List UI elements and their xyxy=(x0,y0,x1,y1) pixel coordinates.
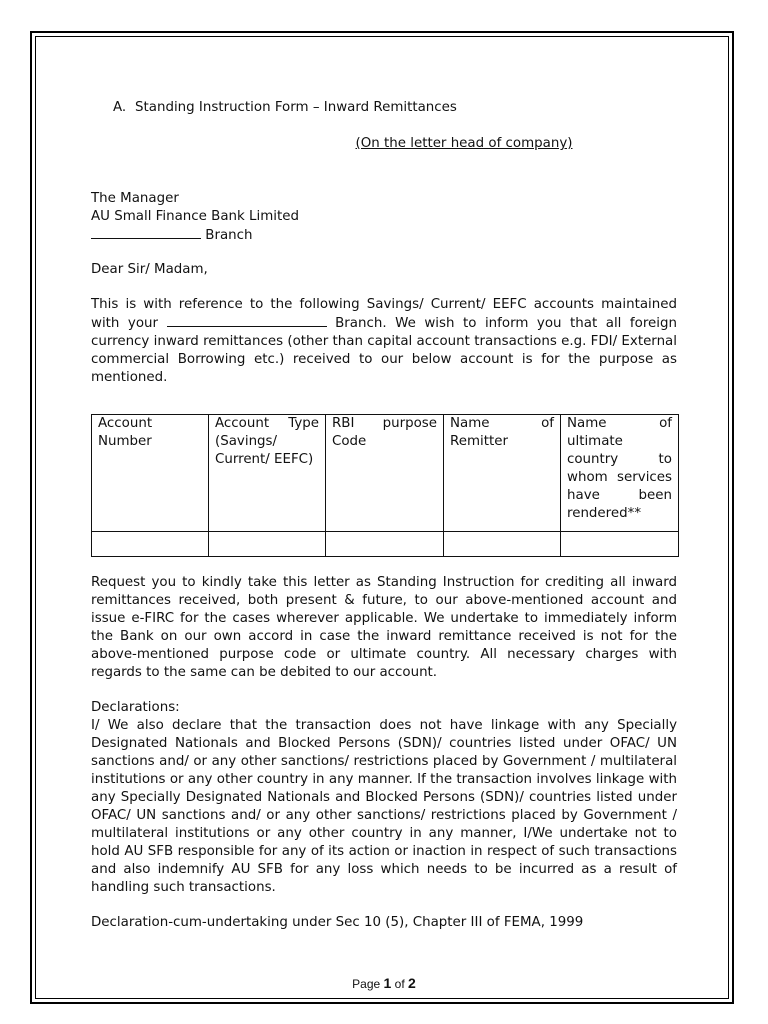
greeting: Dear Sir/ Madam, xyxy=(91,262,208,277)
branch-label: Branch xyxy=(205,228,253,243)
address-line-1: The Manager xyxy=(91,191,179,206)
cell-account-type[interactable] xyxy=(209,532,326,557)
page-label: Page xyxy=(352,977,381,991)
table-header-row xyxy=(92,415,679,532)
heading-number: A. xyxy=(113,100,127,115)
cell-name-of-remitter[interactable] xyxy=(444,532,561,557)
cell-rbi-purpose-code[interactable] xyxy=(326,532,444,557)
intro-part-1: This is with reference to the following Savings/ Current/ EEFC accounts maintained with your xyxy=(91,297,677,331)
cell-ultimate-country[interactable] xyxy=(561,532,679,557)
undertaking-line: Declaration-cum-undertaking under Sec 10 (5), Chapter III of FEMA, 1999 xyxy=(91,915,584,930)
address-line-3 xyxy=(91,226,677,244)
header-account-type: Account Type (Savings/ Current/ EEFC) xyxy=(209,415,326,532)
declarations-title: Declarations: xyxy=(91,700,180,715)
header-rbi-purpose-code: RBI purpose Code xyxy=(326,415,444,532)
cell-account-number[interactable] xyxy=(92,532,209,557)
page-of-label: of xyxy=(394,977,405,991)
letterhead-note: (On the letter head of company) xyxy=(355,136,573,151)
account-table xyxy=(91,414,679,557)
page-current: 1 xyxy=(383,975,392,991)
branch-blank xyxy=(91,226,201,239)
header-name-of-remitter: Name of Remitter xyxy=(444,415,561,532)
header-ultimate-country: Name of ultimate country to whom services have been rendered** xyxy=(561,415,679,532)
page-number xyxy=(0,975,768,991)
declarations-body: I/ We also declare that the transaction does not have linkage with any Specially Designated Nationals and Blocked Persons (SDN)/ countries listed under OFAC/ UN sanctions and/ or any other sanctions/ restrictions placed by Government / multilateral institutions or any other country in any manner. If the transaction involves linkage with any Specially Designated Nationals and Blocked Persons (SDN)/ countries listed under OFAC/ UN sanctions and/ or any other sanctions/ restrictions placed by Government / multilateral institutions or any other country in any manner, I/We undertake not to hold AU SFB responsible for any of its action or inaction in respect of such transactions and also indemnify AU SFB for any loss which needs to be incurred as a result of handling such transactions. xyxy=(91,718,677,895)
intro-part-2: Branch. We wish to inform you that all foreign currency inward remittances (other than capital account transactions e.g. FDI/ External commercial Borrowing etc.) received to our below account is for the purpose as mentioned. xyxy=(91,316,677,385)
heading-title: Standing Instruction Form – Inward Remittances xyxy=(135,100,457,115)
page-total: 2 xyxy=(408,975,416,991)
address-block xyxy=(91,190,677,244)
document-body xyxy=(91,99,677,932)
address-line-2: AU Small Finance Bank Limited xyxy=(91,209,299,224)
header-account-number: Account Number xyxy=(92,415,209,532)
intro-paragraph xyxy=(91,296,677,387)
intro-branch-blank xyxy=(167,314,327,327)
form-heading xyxy=(113,99,677,117)
request-paragraph: Request you to kindly take this letter as Standing Instruction for crediting all inward remittances received, both present & future, to our above-mentioned account and issue e-FIRC for the cases wherever applicable. We undertake to immediately inform the Bank on our own accord in case the inward remittance received is not for the above-mentioned purpose code or ultimate country. All necessary charges with regards to the same can be debited to our account. xyxy=(91,575,677,680)
table-row xyxy=(92,532,679,557)
